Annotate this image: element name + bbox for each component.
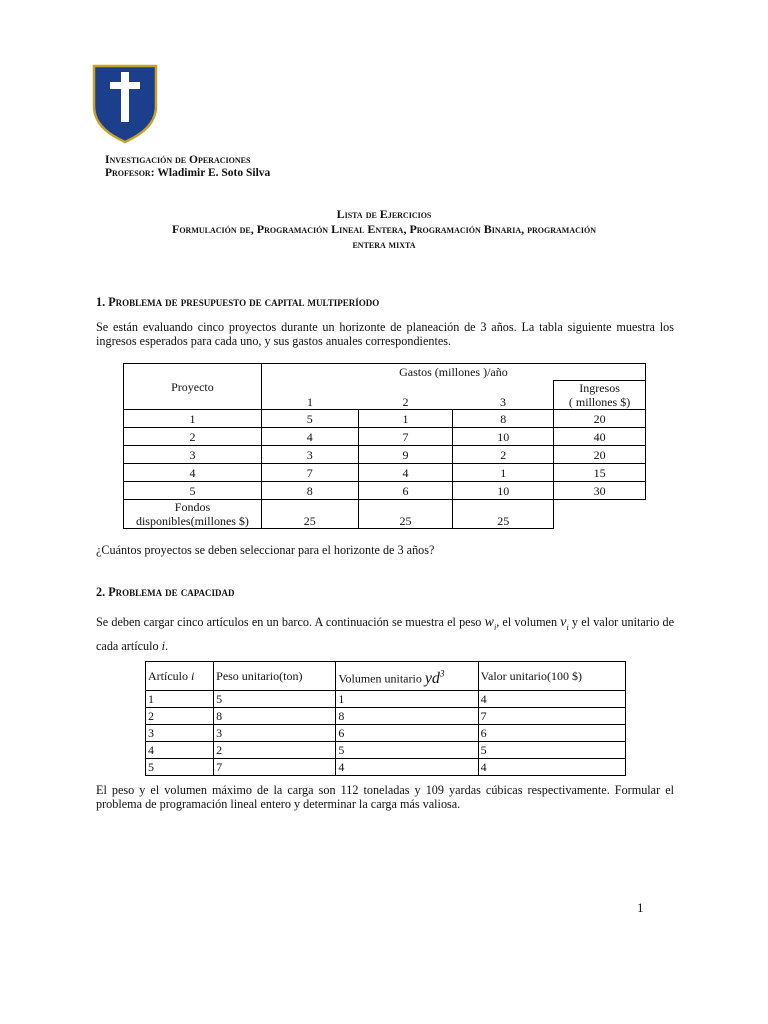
year-2: 2 <box>358 381 453 410</box>
header-row <box>146 662 626 691</box>
ingresos-header-line-2: ( millones $) <box>568 395 631 409</box>
cell: 9 <box>358 446 453 464</box>
volumen-header-label: Volumen unitario <box>338 671 422 686</box>
course-title: Investigación de Operaciones <box>105 154 251 166</box>
valor-header: Valor unitario(100 $) <box>478 662 625 691</box>
title-line-2: Formulación de, Programación Lineal Entera, Programación Binaria, programación <box>171 222 596 236</box>
section2-intro <box>96 613 674 656</box>
university-logo <box>86 62 164 148</box>
year-3: 3 <box>453 381 554 410</box>
cell: 3 <box>146 725 214 742</box>
cell: 2 <box>146 708 214 725</box>
cell: 5 <box>336 742 478 759</box>
cell: 7 <box>478 708 625 725</box>
table-row <box>124 482 646 500</box>
cell: 10 <box>453 482 554 500</box>
cell: 6 <box>358 482 453 500</box>
articulo-header <box>146 662 214 691</box>
table-row <box>146 742 626 759</box>
fondos-value: 25 <box>358 500 453 529</box>
volume-symbol <box>560 615 568 630</box>
cell: 40 <box>554 428 646 446</box>
w-sub: i <box>493 622 497 632</box>
ingresos-header <box>554 381 646 410</box>
fondos-label-line-2: disponibles(millones $) <box>135 514 249 528</box>
section2-heading: 2. Problema de capacidad <box>96 585 235 599</box>
intro-text-b: , el volumen <box>496 615 558 629</box>
professor-name: Wladimir E. Soto Silva <box>157 167 271 179</box>
cell: 8 <box>214 708 336 725</box>
cell: 20 <box>554 410 646 428</box>
table-row <box>146 759 626 776</box>
cell: 5 <box>261 410 358 428</box>
section2-closing: El peso y el volumen máximo de la carga son 112 toneladas y 109 yardas cúbicas respectivamente. Formular el problema de programación lineal entero y determinar la carga más valiosa. <box>96 783 674 811</box>
section1-intro: Se están evaluando cinco proyectos durante un horizonte de planeación de 3 años. La tabla siguiente muestra los ingresos esperados para cada uno, y sus gastos anuales correspondientes. <box>96 320 674 348</box>
cell: 3 <box>124 446 262 464</box>
year-1: 1 <box>261 381 358 410</box>
cell: 4 <box>261 428 358 446</box>
logo-cross-horizontal <box>110 82 140 89</box>
cell: 1 <box>453 464 554 482</box>
professor-line <box>105 166 270 180</box>
cell: 5 <box>124 482 262 500</box>
table-row <box>146 708 626 725</box>
table-row <box>124 446 646 464</box>
gastos-header: Gastos (millones )/año <box>261 364 645 381</box>
cell: 3 <box>261 446 358 464</box>
cell: 1 <box>146 691 214 708</box>
proyecto-header: Proyecto <box>124 364 262 410</box>
table-row <box>124 464 646 482</box>
intro-text-c: y el valor unitario de cada artículo <box>96 615 675 653</box>
cell: 30 <box>554 482 646 500</box>
yd-exponent: 3 <box>439 668 445 679</box>
section1-heading: 1. Problema de presupuesto de capital multiperíodo <box>96 295 380 309</box>
fondos-label <box>124 500 262 529</box>
fondos-row <box>124 500 646 529</box>
w-symbol: w <box>484 615 494 630</box>
cell: 1 <box>336 691 478 708</box>
articulo-var: i <box>191 669 195 683</box>
ingresos-header-line-1: Ingresos <box>579 381 620 395</box>
professor-label: Profesor: <box>105 167 155 179</box>
articulo-header-label: Artículo <box>148 669 188 683</box>
title-line-1: Lista de Ejercicios <box>336 207 432 221</box>
intro-end: . <box>165 638 169 653</box>
table-row <box>124 428 646 446</box>
fondos-value: 25 <box>261 500 358 529</box>
table-row <box>146 725 626 742</box>
i-symbol: i <box>161 638 166 653</box>
table-row <box>124 410 646 428</box>
cell: 7 <box>358 428 453 446</box>
cell: 6 <box>336 725 478 742</box>
page-number: 1 <box>637 900 644 915</box>
cell: 1 <box>358 410 453 428</box>
cell: 4 <box>478 759 625 776</box>
cell: 2 <box>453 446 554 464</box>
cell: 8 <box>336 708 478 725</box>
intro-text-a: Se deben cargar cinco artículos en un barco. A continuación se muestra el peso <box>96 615 482 629</box>
section1-question: ¿Cuántos proyectos se deben seleccionar para el horizonte de 3 años? <box>96 543 435 557</box>
cell: 3 <box>214 725 336 742</box>
yd-base: yd <box>424 669 440 687</box>
cell: 8 <box>453 410 554 428</box>
peso-header: Peso unitario(ton) <box>214 662 336 691</box>
cell: 8 <box>261 482 358 500</box>
cell: 2 <box>124 428 262 446</box>
cell: 4 <box>146 742 214 759</box>
cell: 4 <box>336 759 478 776</box>
cell: 5 <box>478 742 625 759</box>
cell: 6 <box>478 725 625 742</box>
cell: 15 <box>554 464 646 482</box>
logo-cross-vertical <box>121 72 129 122</box>
cell: 20 <box>554 446 646 464</box>
cell: 7 <box>261 464 358 482</box>
cell: 4 <box>478 691 625 708</box>
budget-table <box>123 363 646 529</box>
cell: 7 <box>214 759 336 776</box>
empty-cell <box>554 500 646 529</box>
cell: 5 <box>214 691 336 708</box>
cell: 2 <box>214 742 336 759</box>
cell: 4 <box>124 464 262 482</box>
title-line-3: entera mixta <box>352 239 416 251</box>
cell: 4 <box>358 464 453 482</box>
cell: 5 <box>146 759 214 776</box>
cell: 1 <box>124 410 262 428</box>
table-row <box>146 691 626 708</box>
volumen-header <box>336 662 478 691</box>
v-symbol: v <box>560 615 567 630</box>
fondos-label-line-1: Fondos <box>174 500 211 514</box>
fondos-value: 25 <box>453 500 554 529</box>
yd-symbol <box>425 670 445 687</box>
capacity-table <box>145 661 626 776</box>
v-sub: i <box>566 622 569 632</box>
cell: 10 <box>453 428 554 446</box>
weight-symbol <box>485 615 497 630</box>
